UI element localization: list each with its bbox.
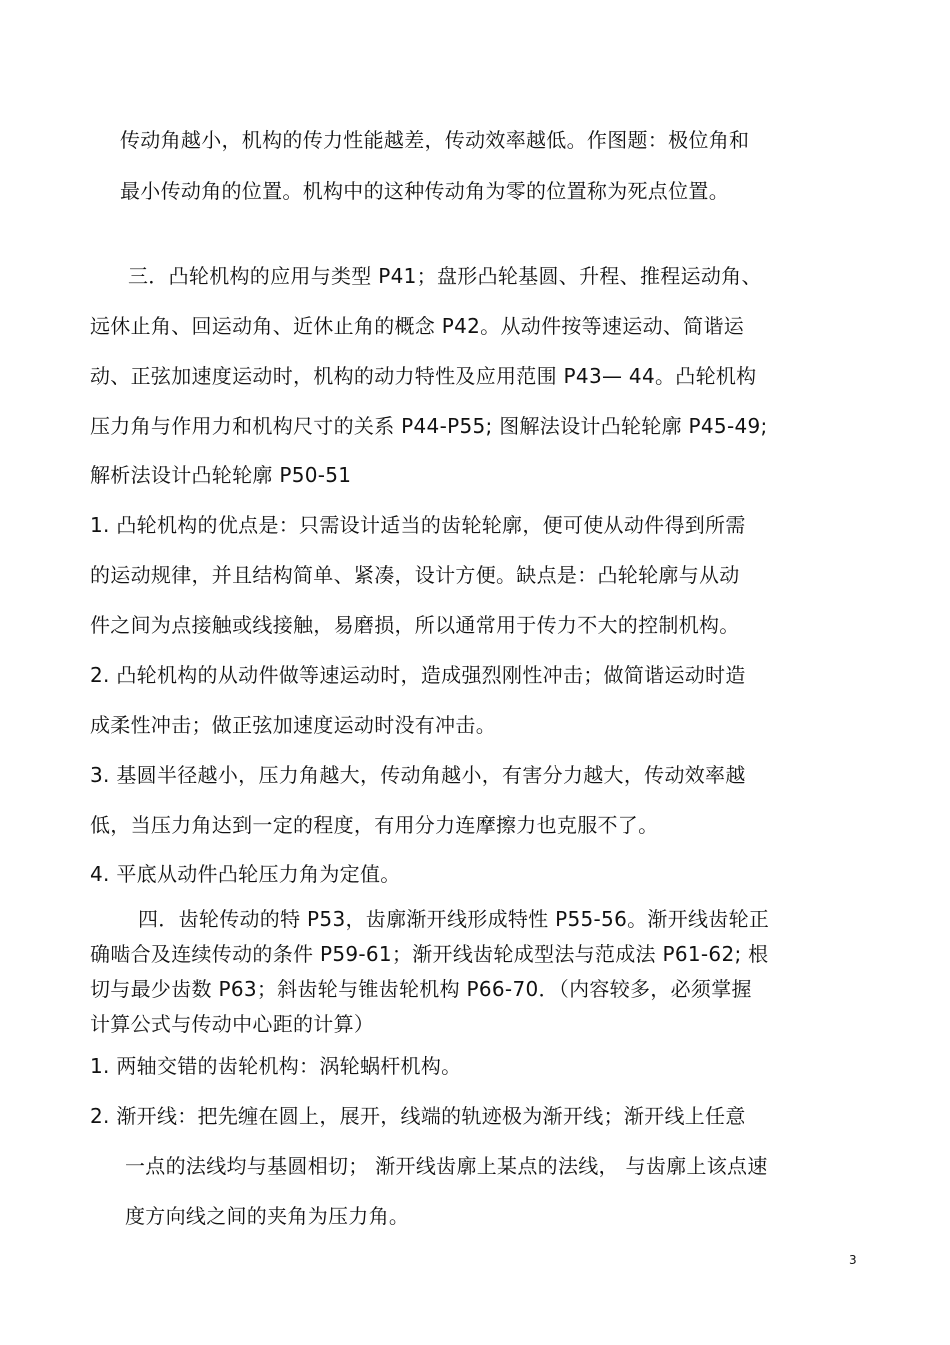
text-line: 一点的法线均与基圆相切； 渐开线齿廓上某点的法线， 与齿廓上该点速 [125,1154,768,1178]
text-line: 度方向线之间的夹角为压力角。 [125,1204,410,1228]
list-item: 2. 凸轮机构的从动件做等速运动时，造成强烈刚性冲击；做简谐运动时造 [90,663,746,687]
list-item: 3. 基圆半径越小，压力角越大，传动角越小，有害分力越大，传动效率越 [90,763,746,787]
text-line: 的运动规律，并且结构简单、紧凑，设计方便。缺点是：凸轮轮廓与从动 [90,563,740,587]
text-line: 低，当压力角达到一定的程度，有用分力连摩擦力也克服不了。 [90,813,659,837]
text-line: 传动角越小，机构的传力性能越差，传动效率越低。作图题：极位角和 [120,128,750,152]
section-heading: 三．凸轮机构的应用与类型 P41；盘形凸轮基圆、升程、推程运动角、 [128,264,762,288]
text-line: 最小传动角的位置。机构中的这种传动角为零的位置称为死点位置。 [120,179,729,203]
text-line: 远休止角、回运动角、近休止角的概念 P42。从动件按等速运动、简谐运 [90,314,745,338]
list-item: 2. 渐开线：把先缠在圆上，展开，线端的轨迹极为渐开线；渐开线上任意 [90,1104,746,1128]
list-item: 1. 两轴交错的齿轮机构：涡轮蜗杆机构。 [90,1054,462,1078]
text-line: 件之间为点接触或线接触，易磨损，所以通常用于传力不大的控制机构。 [90,613,740,637]
list-item: 4. 平底从动件凸轮压力角为定值。 [90,862,401,886]
text-line: 计算公式与传动中心距的计算） [90,1012,375,1036]
text-line: 解析法设计凸轮轮廓 P50-51 [90,463,352,487]
page-number: 3 [849,1253,857,1267]
list-item: 1. 凸轮机构的优点是：只需设计适当的齿轮轮廓，便可使从动件得到所需 [90,513,746,537]
text-line: 动、正弦加速度运动时，机构的动力特性及应用范围 P43— 44。凸轮机构 [90,364,757,388]
text-line: 成柔性冲击；做正弦加速度运动时没有冲击。 [90,713,496,737]
text-line: 确啮合及连续传动的条件 P59-61；渐开线齿轮成型法与范成法 P61-62; 根 [90,942,769,966]
text-line: 压力角与作用力和机构尺寸的关系 P44-P55; 图解法设计凸轮轮廓 P45-49; [90,414,768,438]
section-heading: 四．齿轮传动的特 P53，齿廓渐开线形成特性 P55-56。渐开线齿轮正 [138,907,770,931]
text-line: 切与最少齿数 P63；斜齿轮与锥齿轮机构 P66-70．（内容较多，必须掌握 [90,977,752,1001]
